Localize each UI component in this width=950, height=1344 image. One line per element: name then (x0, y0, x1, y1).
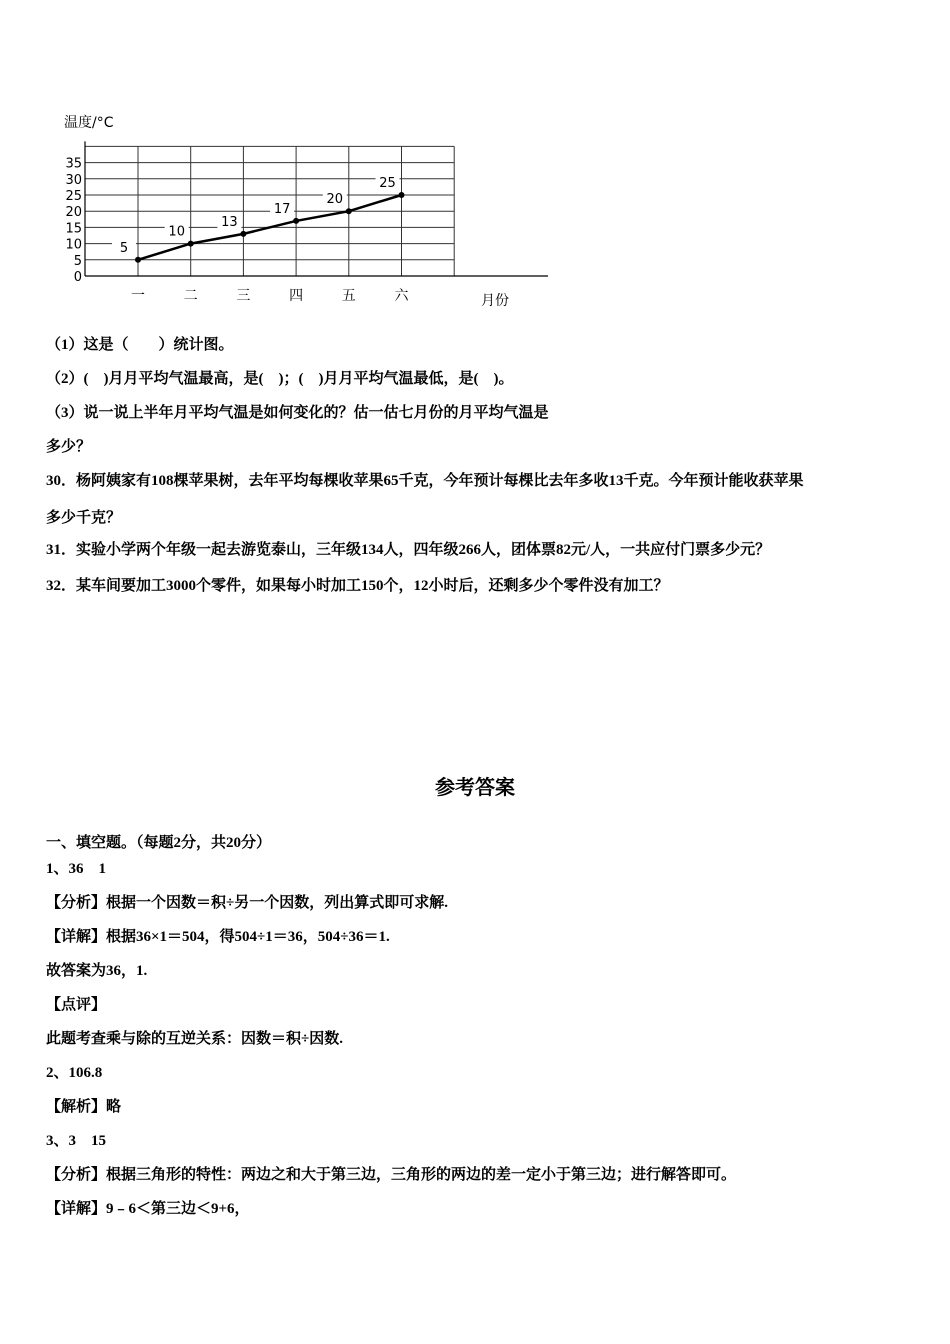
y-tick-label: 35 (65, 156, 82, 172)
data-point (399, 192, 405, 198)
x-tick-label: 四 (289, 288, 304, 304)
answer-line: 故答案为36，1. (46, 963, 148, 979)
question-1: （1）这是（ ）统计图。 (46, 337, 234, 353)
question-32: 32．某车间要加工3000个零件，如果每小时加工150个，12小时后，还剩多少个零件没有加工？ (46, 578, 669, 594)
y-tick-label: 10 (65, 237, 82, 253)
y-tick-label: 15 (65, 221, 82, 237)
y-axis-label: 温度/°C (64, 115, 114, 131)
question-30: 30．杨阿姨家有108棵苹果树，去年平均每棵收苹果65千克，今年预计每棵比去年多收13千克。今年预计能收获苹果 (46, 473, 804, 489)
answer-line: 一、填空题。（每题2分，共20分） (46, 835, 272, 851)
x-tick-label: 六 (394, 288, 409, 304)
question-31: 31．实验小学两个年级一起去游览泰山，三年级134人，四年级266人，团体票82元/人，一共应付门票多少元？ (46, 542, 771, 558)
question-3-cont: 多少？ (46, 439, 92, 455)
data-point (293, 218, 299, 224)
answer-line: 【分析】根据三角形的特性：两边之和大于第三边，三角形的两边的差一定小于第三边；进行解答即可。 (46, 1167, 737, 1183)
data-label: 13 (221, 214, 238, 230)
answers-title: 参考答案 (435, 777, 515, 799)
data-label: 17 (273, 201, 291, 217)
x-tick-label: 三 (236, 288, 251, 304)
temperature-line-chart (50, 105, 560, 315)
answer-line: 【详解】根据36×1＝504，得504÷1＝36，504÷36＝1. (46, 929, 390, 945)
y-tick-label: 25 (65, 189, 82, 204)
answer-line: 3、3 15 (46, 1133, 107, 1149)
answer-line: 此题考查乘与除的互逆关系：因数＝积÷因数. (46, 1031, 343, 1047)
question-2: （2）( )月月平均气温最高，是( )；( )月月平均气温最低，是( )。 (46, 371, 514, 387)
question-3: （3）说一说上半年月平均气温是如何变化的？估一估七月份的月平均气温是 (46, 405, 549, 421)
answer-line: 【分析】根据一个因数＝积÷另一个因数，列出算式即可求解. (46, 895, 448, 911)
x-tick-label: 五 (341, 288, 356, 304)
data-label: 10 (168, 224, 185, 240)
answer-line: 2、106.8 (46, 1065, 103, 1081)
data-label: 25 (379, 176, 396, 191)
data-point (240, 231, 246, 237)
answer-line: 【解析】略 (46, 1099, 122, 1115)
y-tick-label: 30 (65, 172, 82, 188)
data-point (188, 241, 194, 247)
data-label: 20 (326, 192, 344, 208)
question-30-cont: 多少千克？ (46, 510, 122, 526)
answer-line: 【详解】9﹣6＜第三边＜9+6， (46, 1201, 250, 1217)
data-point (135, 257, 141, 263)
x-tick-label: 二 (183, 288, 198, 304)
data-point (346, 208, 352, 214)
x-axis-label: 月份 (481, 293, 509, 309)
answer-line: 1、36 1 (46, 861, 107, 877)
y-tick-label: 20 (65, 205, 82, 221)
answer-line: 【点评】 (46, 997, 107, 1013)
y-tick-label: 5 (73, 253, 82, 269)
x-tick-label: 一 (131, 288, 145, 304)
data-label: 5 (119, 240, 129, 256)
y-tick-label: 0 (73, 270, 82, 285)
